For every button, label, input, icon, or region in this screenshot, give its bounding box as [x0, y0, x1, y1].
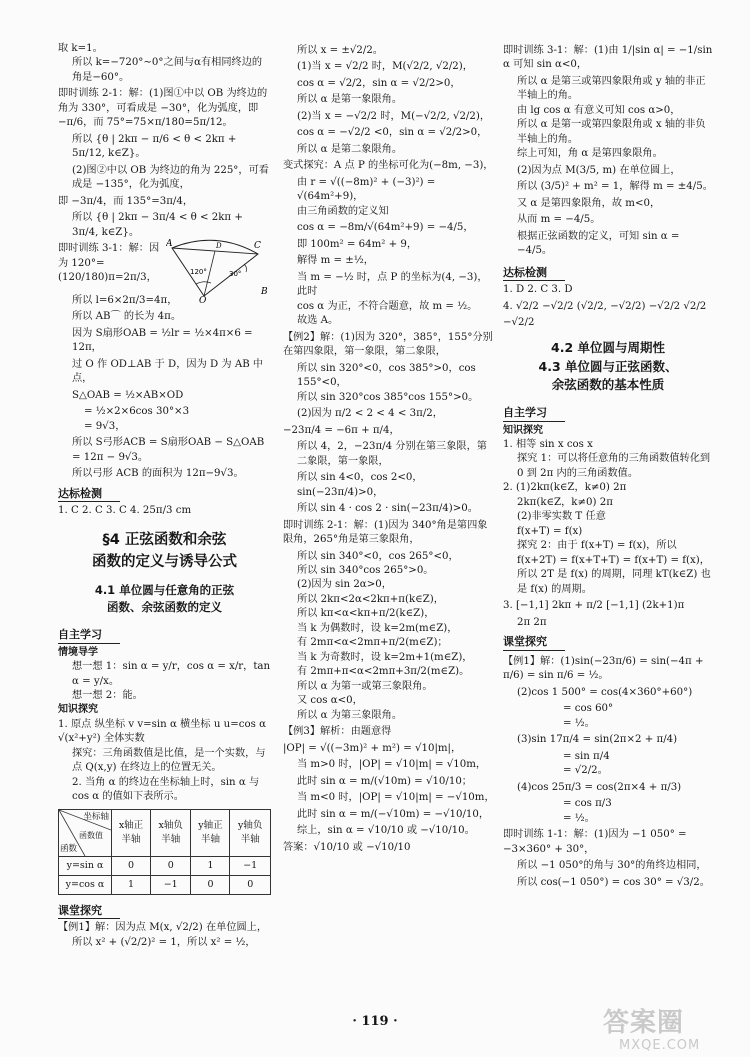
formula-line: 所以 S弓形ACB = S扇形OAB − S△OAB = 12π − 9√3。	[72, 437, 265, 463]
knowledge-2: 2. 当角 α 的终边在坐标轴上时，sin α 与 cos α 的值如下表所示。	[72, 776, 260, 803]
text-line: (2)当 x = −√2/2 时，M(−√2/2, √2/2)，	[297, 110, 491, 122]
chapter-title	[58, 529, 271, 574]
formula-line: = cos 60°	[563, 703, 614, 715]
table-diagonal-header	[59, 809, 112, 856]
formula-line: 有 2mπ<α<2mπ+π/2(m∈Z)；	[297, 637, 448, 649]
formula-line: = ½。	[563, 812, 595, 824]
text-line: 所以 α 是第一象限角。	[297, 94, 403, 106]
formula-line: 所以 {θ | 2kπ − π/6 < θ < 2kπ + 5π/12, k∈Z}。	[72, 133, 237, 160]
formula-line: −23π/4 = −6π + π/4，	[283, 424, 400, 436]
table-header-row	[59, 809, 271, 856]
practice-2-1: 即时训练 2-1：解：(1)因为 340°角是第四象限角，265°角是第三象限角，	[283, 519, 488, 546]
formula-line: 因为 S扇形OAB = ½lr = ½×4π×6 = 12π，	[72, 327, 253, 354]
knowledge-line: 探究 1：可以将任意角的三角函数值转化到 0 到 2π 内的三角函数值。	[517, 453, 711, 479]
check-heading: 达标检测	[503, 265, 565, 282]
example-1-line: 所以 x² + (√2/2)² = 1，所以 x² = ½，	[72, 936, 256, 948]
text-line: 又 cos α<0，	[297, 695, 363, 707]
text-line: 当 k 为偶数时，设 k=2m(m∈Z)，	[297, 622, 458, 634]
table-header-cell: x轴负半轴	[150, 809, 191, 856]
chapter-title-line: 函数的定义与诱导公式	[92, 554, 237, 571]
formula-line: 当 m<0 时，|OP| = √10|m| = −√10m，	[297, 792, 495, 804]
text-line: 故选 A。	[297, 315, 339, 327]
knowledge-line: 1. 相等 sin x cos x	[503, 438, 593, 450]
formula-line: 综上，sin α = √10/10 或 −√10/10。	[297, 825, 475, 837]
knowledge-label: 知识探究	[58, 704, 98, 716]
text-line: 又 α 是第四象限角，故 m<0，	[517, 197, 661, 209]
knowledge-line: 2π 2π	[517, 616, 547, 628]
check-answers: 1. D 2. C 3. D	[503, 284, 573, 296]
fig-label-angle: 120°	[190, 268, 207, 276]
table-header-cell: x轴正半轴	[112, 809, 151, 856]
formula-line: 由 r = √((−8m)² + (−3)²) = √(64m²+9)，	[297, 176, 436, 203]
formula-line: S△OAB = ½×AB×OD	[72, 389, 184, 401]
knowledge-line: f(x+T) = f(x)	[517, 525, 583, 537]
text-line: 所以 α 是第三或第四象限角或 y 轴的非正半轴上的角。	[517, 75, 706, 102]
text-line: 所以 α 是第一或第四象限角或 x 轴的非负半轴上的角。	[517, 119, 706, 145]
table-header-cell: y轴正半轴	[191, 809, 230, 856]
formula-line: 所以 sin 340°<0，cos 265°<0，	[297, 550, 459, 562]
text-line: 当 k 为奇数时，设 k=2m+1(m∈Z)，	[297, 651, 473, 663]
class-heading: 课堂探究	[503, 634, 565, 651]
example-1: 【例1】解：(1)sin(−23π/6) = sin(−4π + π/6) = sin π/6 = ½。	[503, 655, 704, 682]
diag-label-bottom: 函数	[60, 843, 78, 854]
table-cell: −1	[150, 875, 191, 894]
table-row	[59, 856, 271, 875]
formula-line: 解得 m = ±½，	[297, 255, 374, 267]
formula-line: |OP| = √((−3m)² + m²) = √10|m|，	[283, 742, 462, 754]
knowledge-label: 知识探究	[503, 424, 543, 436]
check-answers: 4. √2/2 −√2/2 (√2/2, −√2/2) −√2/2 √2/2	[503, 300, 707, 312]
formula-line: cos α = −8m/√(64m²+9) = −4/5，	[297, 222, 474, 234]
text-line: (2)图②中以 OB 为终边的角为 225°，可看成是 −135°，化为弧度，	[72, 164, 269, 191]
text-line: 所以弓形 ACB 的面积为 12π−9√3。	[72, 468, 244, 480]
watermark-sub: MXQE.COM	[619, 1038, 701, 1053]
knowledge-line: 2kπ(k∈Z，k≠0) 2π	[517, 496, 613, 508]
table-cell: 1	[112, 875, 151, 894]
column-right	[503, 42, 713, 892]
knowledge-line: 3. [−1,1] 2kπ + π/2 [−1,1] (2k+1)π	[503, 600, 685, 612]
text-line: 当 m = −½ 时，点 P 的坐标为(4, −3)，此时	[297, 271, 488, 298]
text-line: 所以 −1 050°的角与 30°的角终边相同，	[517, 860, 707, 872]
section-title-line: 余弦函数的基本性质	[551, 377, 665, 393]
text-line: 过 O 作 OD⊥AB 于 D，因为 D 为 AB 中点，	[72, 358, 264, 385]
watermark-main: 答案圈	[603, 1008, 685, 1038]
table-cell: 0	[230, 875, 271, 894]
formula-line: 所以 l=6×2π/3=4π，	[72, 294, 178, 306]
formula-line: 所以 (3/5)² + m² = 1，解得 m = ±4/5。	[517, 181, 713, 193]
think-1: 想一想 1：sin α = y/r，cos α = x/r，tan α = y/x。	[72, 661, 271, 687]
formula-line: 所以 x = ±√2/2。	[297, 45, 383, 56]
formula-line: 所以 cos(−1 050°) = cos 30° = √3/2。	[517, 876, 710, 888]
formula-line: cos α = √2/2，sin α = √2/2>0，	[297, 77, 461, 89]
text-line: 综上可知，角 α 是第四象限角。	[517, 148, 663, 160]
fig-label-30: 30°	[229, 270, 242, 278]
check-answers: −√2/2	[503, 317, 535, 329]
formula-line: 所以 sin 320°cos 385°cos 155°>0。	[297, 391, 479, 403]
formula-line: (2)因为 π/2 < 2 < 4 < 3π/2，	[297, 408, 443, 420]
table-row-label: y=sin α	[59, 856, 112, 875]
axis-value-table	[58, 809, 271, 895]
formula-line: 此时 sin α = m/(−√10m) = −√10/10，	[297, 808, 490, 820]
formula-line: = sin π/4	[563, 750, 610, 762]
table-row	[59, 875, 271, 894]
column-left	[58, 42, 271, 950]
variant-explore: 变式探究：A 点 P 的坐标可化为(−8m, −3)，	[283, 160, 494, 172]
fig-label-B: B	[261, 287, 268, 297]
table-cell: 0	[112, 856, 151, 875]
formula-line: 有 2mπ+π<α<2mπ+3π/2(m∈Z)。	[297, 666, 470, 678]
text-line: 所以 AB⌒ 的长为 4π。	[72, 311, 182, 323]
text-line: 取 k=1。	[58, 43, 103, 54]
check-heading: 达标检测	[58, 486, 120, 503]
table-cell: 0	[191, 875, 230, 894]
text-line: (2)因为 sin 2α>0，	[297, 579, 392, 591]
formula-line: 所以 sin 340°cos 265°>0。	[297, 564, 434, 576]
formula-line: (3)sin 17π/4 = sin(2π×2 + π/4)	[517, 734, 678, 746]
watermark-logo	[603, 1005, 701, 1053]
chapter-title-line: §4 正弦函数和余弦	[102, 531, 227, 548]
think-2: 想一想 2：能。	[72, 689, 143, 701]
text-line: 所以 α 是第二象限角。	[297, 143, 403, 155]
text-line: 所以 α 为第一或第三象限角。	[297, 680, 433, 692]
formula-line: 所以 sin 320°<0，cos 385°>0，cos 155°<0，	[297, 362, 476, 389]
text-line: 由 lg cos α 有意义可知 cos α>0，	[517, 104, 681, 116]
formula-line: = √2/2。	[563, 765, 608, 777]
sector-figure	[166, 236, 271, 304]
text-line: 所以 4，2，−23π/4 分别在第三象限，第二象限，第一象限，	[297, 441, 487, 467]
formula-line: cos α = −√2/2 <0，sin α = √2/2>0，	[297, 127, 488, 139]
fig-label-O: O	[199, 296, 207, 304]
section-title	[503, 339, 713, 395]
text-line: 所以 k=−720°∼0°之间与α有相同终边的角是−60°。	[72, 57, 263, 83]
formula-line: 所以 {θ | 2kπ − 3π/4 < θ < 2kπ + 3π/4, k∈Z}。	[72, 212, 243, 238]
section-title-line: 函数、余弦函数的定义	[107, 600, 222, 615]
fig-label-C: C	[254, 241, 261, 251]
table-header-cell: y轴负半轴	[230, 809, 271, 856]
check-answers: 1. C 2. C 3. C 4. 25π/3 cm	[58, 505, 192, 517]
formula-line: 所以 sin 4 · cos 2 · sin(−23π/4)>0。	[297, 503, 478, 515]
table-row-label: y=cos α	[59, 875, 112, 894]
text-line: 所以 α 为第三象限角。	[297, 709, 403, 721]
formula-line: = cos π/3	[563, 798, 612, 810]
text-line: (1)当 x = √2/2 时，M(√2/2, √2/2)，	[297, 61, 473, 73]
formula-line: 即 −3π/4，而 135°=3π/4，	[58, 195, 194, 207]
text-line: 即时训练 3-1：解：因为 120°=(120/180)π=2π/3，	[58, 243, 160, 284]
formula-line: = ½。	[563, 717, 595, 729]
formula-line: 所以 sin 4<0，cos 2<0，sin(−23π/4)>0，	[297, 472, 423, 498]
text-line: cos α 为正，不符合题意，故 m = ½。	[297, 300, 478, 312]
text-line: 根据正弦函数的定义，可知 sin α = −4/5。	[517, 230, 680, 257]
knowledge-line: (2)非零实数 T 任意	[517, 511, 606, 523]
example-2: 【例2】解：(1)因为 320°，385°，155°分别在第四象限，第一象限，第二象限，	[283, 331, 493, 358]
formula-line: 所以 kπ<α<kπ+π/2(k∈Z)，	[297, 608, 435, 620]
formula-line: (4)cos 25π/3 = cos(2π×4 + π/3)	[517, 781, 682, 793]
practice-1-1: 即时训练 1-1：解：(1)因为 −1 050° = −3×360° + 30°，	[503, 829, 687, 855]
formula-line: = ½×2×6cos 30°×3	[84, 406, 190, 418]
diag-label-top: 坐标轴	[83, 811, 109, 822]
text-line: 由三角函数的定义知	[297, 205, 389, 217]
table-cell: −1	[230, 856, 271, 875]
column-middle	[283, 42, 496, 857]
answer-line: 答案：√10/10 或 −√10/10	[283, 841, 411, 853]
knowledge-1: 1. 原点 纵坐标 v v=sin α 横坐标 u u=cos α √(x²+y²) 全体实数	[58, 718, 266, 745]
table-cell: 1	[191, 856, 230, 875]
knowledge-line: 2. (1)2kπ(k∈Z，k≠0) 2π	[503, 482, 627, 494]
section-title-line: 4.2 单位圆与周期性	[551, 339, 665, 355]
example-3: 【例3】解析：由题意得	[283, 726, 392, 738]
diag-label-mid: 函数值	[79, 830, 103, 840]
fig-label-A: A	[166, 239, 173, 249]
table-cell: 0	[150, 856, 191, 875]
study-heading: 自主学习	[58, 627, 120, 644]
formula-line: 当 m>0 时，|OP| = √10|m| = √10m，	[297, 759, 487, 771]
practice-3-1: 即时训练 3-1：解：(1)由 1/|sin α| = −1/sin α 可知 sin α<0，	[503, 45, 713, 71]
section-title-line: 4.3 单位圆与正弦函数、	[538, 358, 678, 374]
formula-line: = 9√3，	[84, 420, 126, 432]
formula-line: 从而 m = −4/5。	[517, 214, 601, 226]
knowledge-explore: 探究：三角函数值是比值，是一个实数，与点 Q(x,y) 在终边上的位置无关。	[72, 747, 266, 774]
text-line: (2)因为点 M(3/5, m) 在单位圆上，	[517, 164, 681, 176]
formula-line: (2)cos 1 500° = cos(4×360°+60°)	[517, 686, 693, 698]
section-title	[58, 582, 271, 618]
section-title-line: 4.1 单位圆与任意角的正弦	[94, 582, 235, 597]
guide-label: 情境导学	[58, 646, 98, 658]
text-line: 即时训练 2-1：解：(1)图①中以 OB 为终边的角为 330°，可看成是 −30°，化为弧度，即 −π/6，而 75°=75×π/180=5π/12。	[58, 88, 268, 129]
formula-line: 所以 2kπ<2α<2kπ+π(k∈Z)，	[297, 593, 444, 605]
fig-label-D: D	[216, 242, 222, 250]
study-heading: 自主学习	[503, 405, 565, 422]
class-heading: 课堂探究	[58, 903, 120, 920]
knowledge-line: 探究 2：由于 f(x+T) = f(x)，所以 f(x+2T) = f(x+T+T) = f(x+T) = f(x)，所以 2T 是 f(x) 的周期，同理 kT(k∈Z) 也是 f(x) 的周期。	[517, 540, 711, 595]
formula-line: 即 100m² = 64m² + 9，	[297, 238, 418, 250]
example-1: 【例1】解：因为点 M(x, √2/2) 在单位圆上，	[58, 922, 268, 934]
page-number: · 119 ·	[352, 1014, 398, 1029]
formula-line: 此时 sin α = m/(√10m) = √10/10；	[297, 775, 472, 787]
